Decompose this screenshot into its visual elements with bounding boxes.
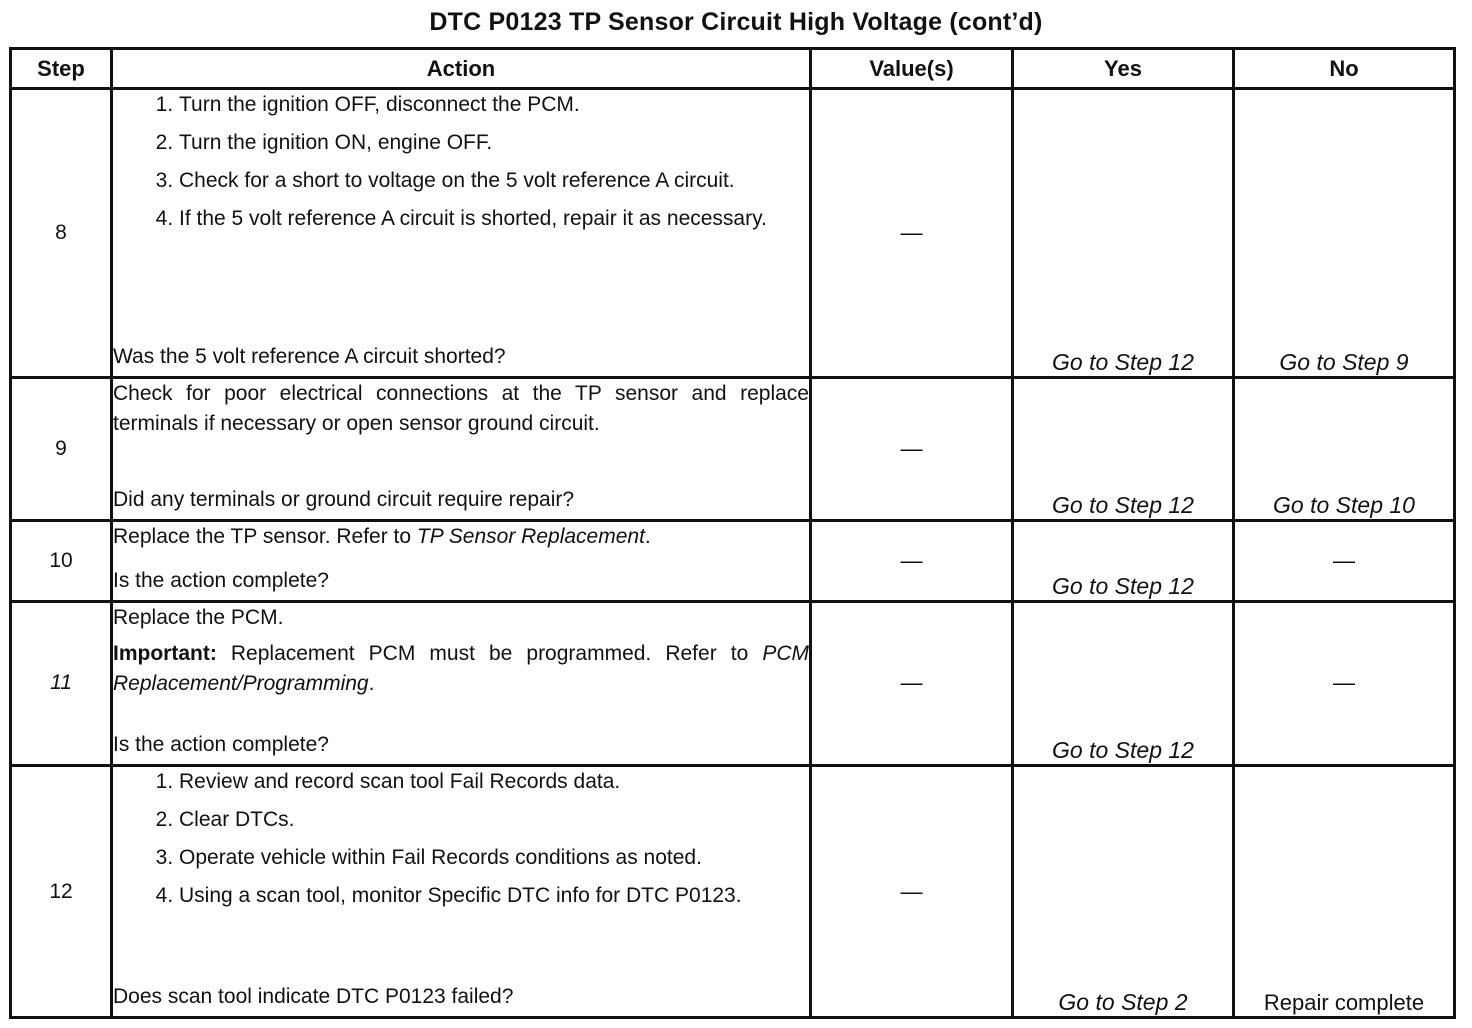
action-text: Replace the PCM.	[113, 605, 284, 629]
action-question: Is the action complete?	[113, 568, 329, 592]
yes-result: Go to Step 12	[1013, 521, 1234, 602]
reference-link: PCM Replacement/Programming	[113, 641, 809, 695]
no-result: Go to Step 10	[1234, 378, 1455, 521]
list-item: 1. Turn the ignition OFF, disconnect the PCM.	[179, 90, 809, 120]
table-row	[11, 601, 1455, 765]
yes-result: Go to Step 12	[1013, 601, 1234, 765]
action-text: Check for poor electrical connections at the TP sensor and replace terminals if necessary or open sensor ground circuit.	[113, 382, 809, 436]
action-cell	[112, 601, 811, 765]
yes-result: Go to Step 2	[1013, 766, 1234, 1018]
no-result: Go to Step 9	[1234, 89, 1455, 378]
important-suffix: .	[368, 671, 375, 695]
table-row	[11, 521, 1455, 602]
list-item: 4. Using a scan tool, monitor Specific DTC info for DTC P0123.	[179, 881, 809, 911]
action-question: Was the 5 volt reference A circuit shorted?	[113, 345, 506, 369]
action-cell	[112, 89, 811, 378]
value-cell: —	[811, 601, 1013, 765]
action-cell	[112, 521, 811, 602]
header-step: Step	[11, 49, 112, 89]
yes-result: Go to Step 12	[1013, 89, 1234, 378]
important-text: Replacement PCM must be programmed. Refer to	[216, 641, 763, 665]
important-label: Important:	[113, 641, 217, 665]
action-question: Does scan tool indicate DTC P0123 failed?	[113, 985, 514, 1008]
action-cell	[112, 766, 811, 1018]
table-header-row	[11, 49, 1455, 89]
action-question: Is the action complete?	[113, 733, 329, 757]
step-number: 10	[11, 521, 112, 602]
step-number: 12	[11, 766, 112, 1018]
header-no: No	[1234, 49, 1455, 89]
header-yes: Yes	[1013, 49, 1234, 89]
list-item: 3. Operate vehicle within Fail Records conditions as noted.	[179, 843, 809, 873]
value-cell: —	[811, 89, 1013, 378]
step-number: 8	[11, 89, 112, 378]
list-item: 2. Turn the ignition ON, engine OFF.	[179, 128, 809, 158]
action-text	[113, 522, 809, 552]
list-item: 1. Review and record scan tool Fail Records data.	[179, 767, 809, 797]
action-list	[113, 767, 809, 911]
page-title: DTC P0123 TP Sensor Circuit High Voltage (cont’d)	[429, 8, 1043, 36]
list-item: 2. Clear DTCs.	[179, 805, 809, 835]
list-item: 3. Check for a short to voltage on the 5 volt reference A circuit.	[179, 166, 809, 196]
diagnostic-table	[9, 47, 1456, 1019]
header-values: Value(s)	[811, 49, 1013, 89]
list-item: 4. If the 5 volt reference A circuit is shorted, repair it as necessary.	[179, 204, 809, 234]
step-number: 9	[11, 378, 112, 521]
value-cell: —	[811, 378, 1013, 521]
important-note	[113, 639, 809, 699]
no-result: Repair complete	[1234, 766, 1455, 1018]
no-result: —	[1234, 521, 1455, 602]
action-list	[113, 90, 809, 234]
value-cell: —	[811, 521, 1013, 602]
table-row	[11, 89, 1455, 378]
action-text-prefix: Replace the TP sensor. Refer to	[113, 525, 417, 549]
no-result: —	[1234, 601, 1455, 765]
action-cell	[112, 378, 811, 521]
table-row	[11, 378, 1455, 521]
step-number: 11	[11, 601, 112, 765]
yes-result: Go to Step 12	[1013, 378, 1234, 521]
action-text-suffix: .	[644, 525, 651, 549]
reference-link: TP Sensor Replacement	[416, 525, 645, 549]
value-cell: —	[811, 766, 1013, 1018]
action-question: Did any terminals or ground circuit require repair?	[113, 488, 575, 512]
header-action: Action	[112, 49, 811, 89]
table-row	[11, 766, 1455, 1018]
